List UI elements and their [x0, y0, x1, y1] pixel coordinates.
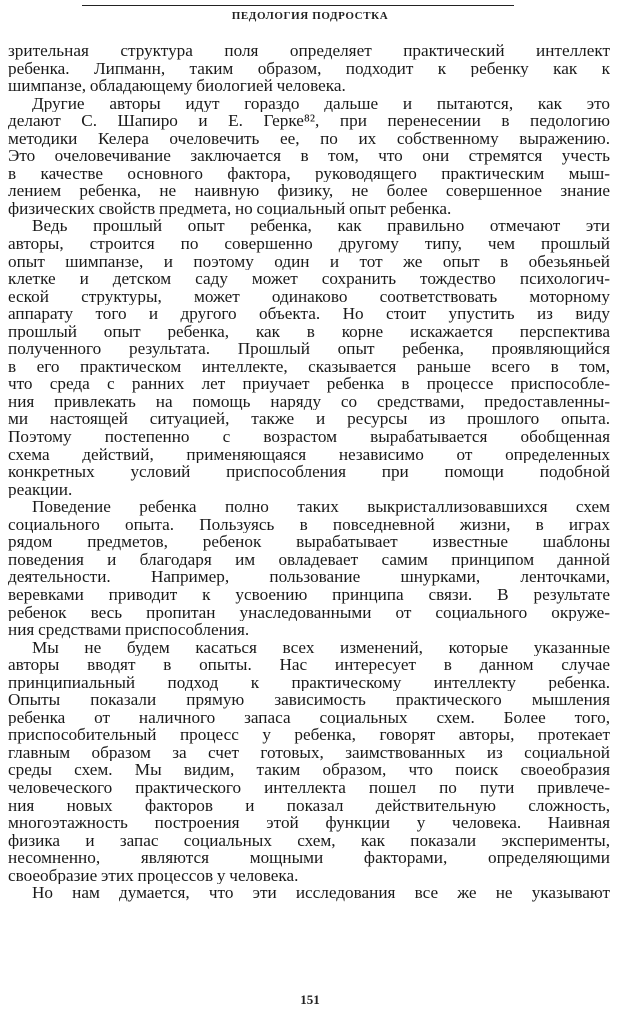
text-line: главным образом за счет готовых, заимствованных из социальной — [8, 743, 610, 762]
text-line: авторы, строится по совершенно другому типу, чем прошлый — [8, 235, 610, 253]
text-line: в его практическом интеллекте, сказывается раньше всего в том, — [8, 357, 610, 376]
text-line: ния привлекать на помощь наряду со средствами, предоставленны- — [8, 392, 610, 411]
text-line: среды схем. Мы видим, таким образом, что поиск своеобразия — [8, 761, 610, 779]
text-line: Мы не будем касаться всех изменений, которые указанные — [32, 638, 610, 657]
text-line: аппарату того и другого объекта. Но стоит упустить из виду — [8, 305, 610, 323]
text-line: рядом предметов, ребенок вырабатывает известные шаблоны — [8, 533, 610, 551]
text-line: ребенок весь пропитан унаследованными от социального окруже- — [8, 603, 610, 622]
body-text — [8, 42, 610, 902]
text-line: приспособительный процесс у ребенка, говорят авторы, протекает — [8, 726, 610, 744]
text-line: физика и запас социальных схем, как показали эксперименты, — [8, 831, 610, 850]
text-line: что среда с ранних лет приучает ребенка в процессе приспособле- — [8, 375, 610, 393]
text-line: своеобразие этих процессов у человека. — [8, 866, 299, 885]
text-line: прошлый опыт ребенка, как в корне искажается перспектива — [8, 322, 610, 341]
text-line: социального опыта. Пользуясь в повседневной жизни, в играх — [8, 515, 610, 534]
text-line: конкретных условий приспособления при помощи подобной — [8, 463, 610, 481]
text-line: в качестве основного фактора, руководящего практическим мыш- — [8, 164, 610, 183]
text-line: физических свойств предмета, но социальный опыт ребенка. — [8, 199, 452, 218]
text-line: опыт шимпанзе, и поэтому один и тот же опыт в обезьяньей — [8, 252, 610, 271]
text-line: еской структуры, может одинаково соответствовать моторному — [8, 287, 610, 306]
text-line: авторы вводят в опыты. Нас интересует в данном случае — [8, 656, 610, 674]
text-line: ми настоящей ситуацией, также и ресурсы из прошлого опыта. — [8, 410, 610, 429]
text-line: лением ребенка, не наивную физику, не более совершенное знание — [8, 182, 610, 200]
header-rule — [82, 5, 514, 6]
text-line: человеческого практического интеллекта пошел по пути привлече- — [8, 778, 610, 797]
text-line: несомненно, являются мощными факторами, определяющими — [8, 849, 610, 867]
text-line: схема действий, применяющаяся независимо от определенных — [8, 445, 610, 464]
text-line: поведения и благодаря им овладевает самим принципом данной — [8, 550, 610, 569]
text-line: Опыты показали прямую зависимость практического мышления — [8, 691, 610, 709]
text-line: ния новых факторов и показал действительную сложность, — [8, 796, 610, 815]
text-line: клетке и детском саду может сохранить тождество психологич- — [8, 270, 610, 288]
text-line: Но нам думается, что эти исследования все же не указывают — [32, 884, 610, 902]
text-line: ребенка от наличного запаса социальных схем. Более того, — [8, 708, 610, 727]
text-line: ребенка. Липманн, таким образом, подходит к ребенку как к — [8, 59, 610, 78]
text-line: Поэтому постепенно с возрастом вырабатывается обобщенная — [8, 428, 610, 446]
text-line: реакции. — [8, 480, 73, 499]
text-line: Поведение ребенка полно таких выкристаллизовавшихся схем — [32, 498, 610, 516]
text-line: методики Келера очеловечить ее, по их собственному выражению. — [8, 129, 610, 148]
text-line: делают С. Шапиро и Е. Герке⁸², при перенесении в педологию — [8, 112, 610, 130]
text-line: шимпанзе, обладающему биологией человека. — [8, 77, 346, 95]
text-line: зрительная структура поля определяет практический интеллект — [8, 42, 610, 60]
running-head: ПЕДОЛОГИЯ ПОДРОСТКА — [231, 10, 389, 22]
text-line: принципиальный подход к практическому интеллекту ребенка. — [8, 673, 610, 692]
page-number: 151 — [300, 992, 320, 1007]
text-line: веревками приводит к усвоению принципа связи. В результате — [8, 585, 610, 604]
text-line: Другие авторы идут гораздо дальше и пытаются, как это — [32, 94, 610, 113]
text-line: многоэтажность построения этой функции у человека. Наивная — [8, 814, 610, 832]
text-line: Ведь прошлый опыт ребенка, как правильно отмечают эти — [32, 217, 610, 236]
text-line: ния средствами приспособления. — [8, 621, 250, 639]
text-line: Это очеловечивание заключается в том, что они стремятся учесть — [8, 147, 610, 165]
text-line: деятельности. Например, пользование шнурками, ленточками, — [8, 568, 610, 586]
text-line: полученного результата. Прошлый опыт ребенка, проявляющийся — [8, 340, 610, 358]
